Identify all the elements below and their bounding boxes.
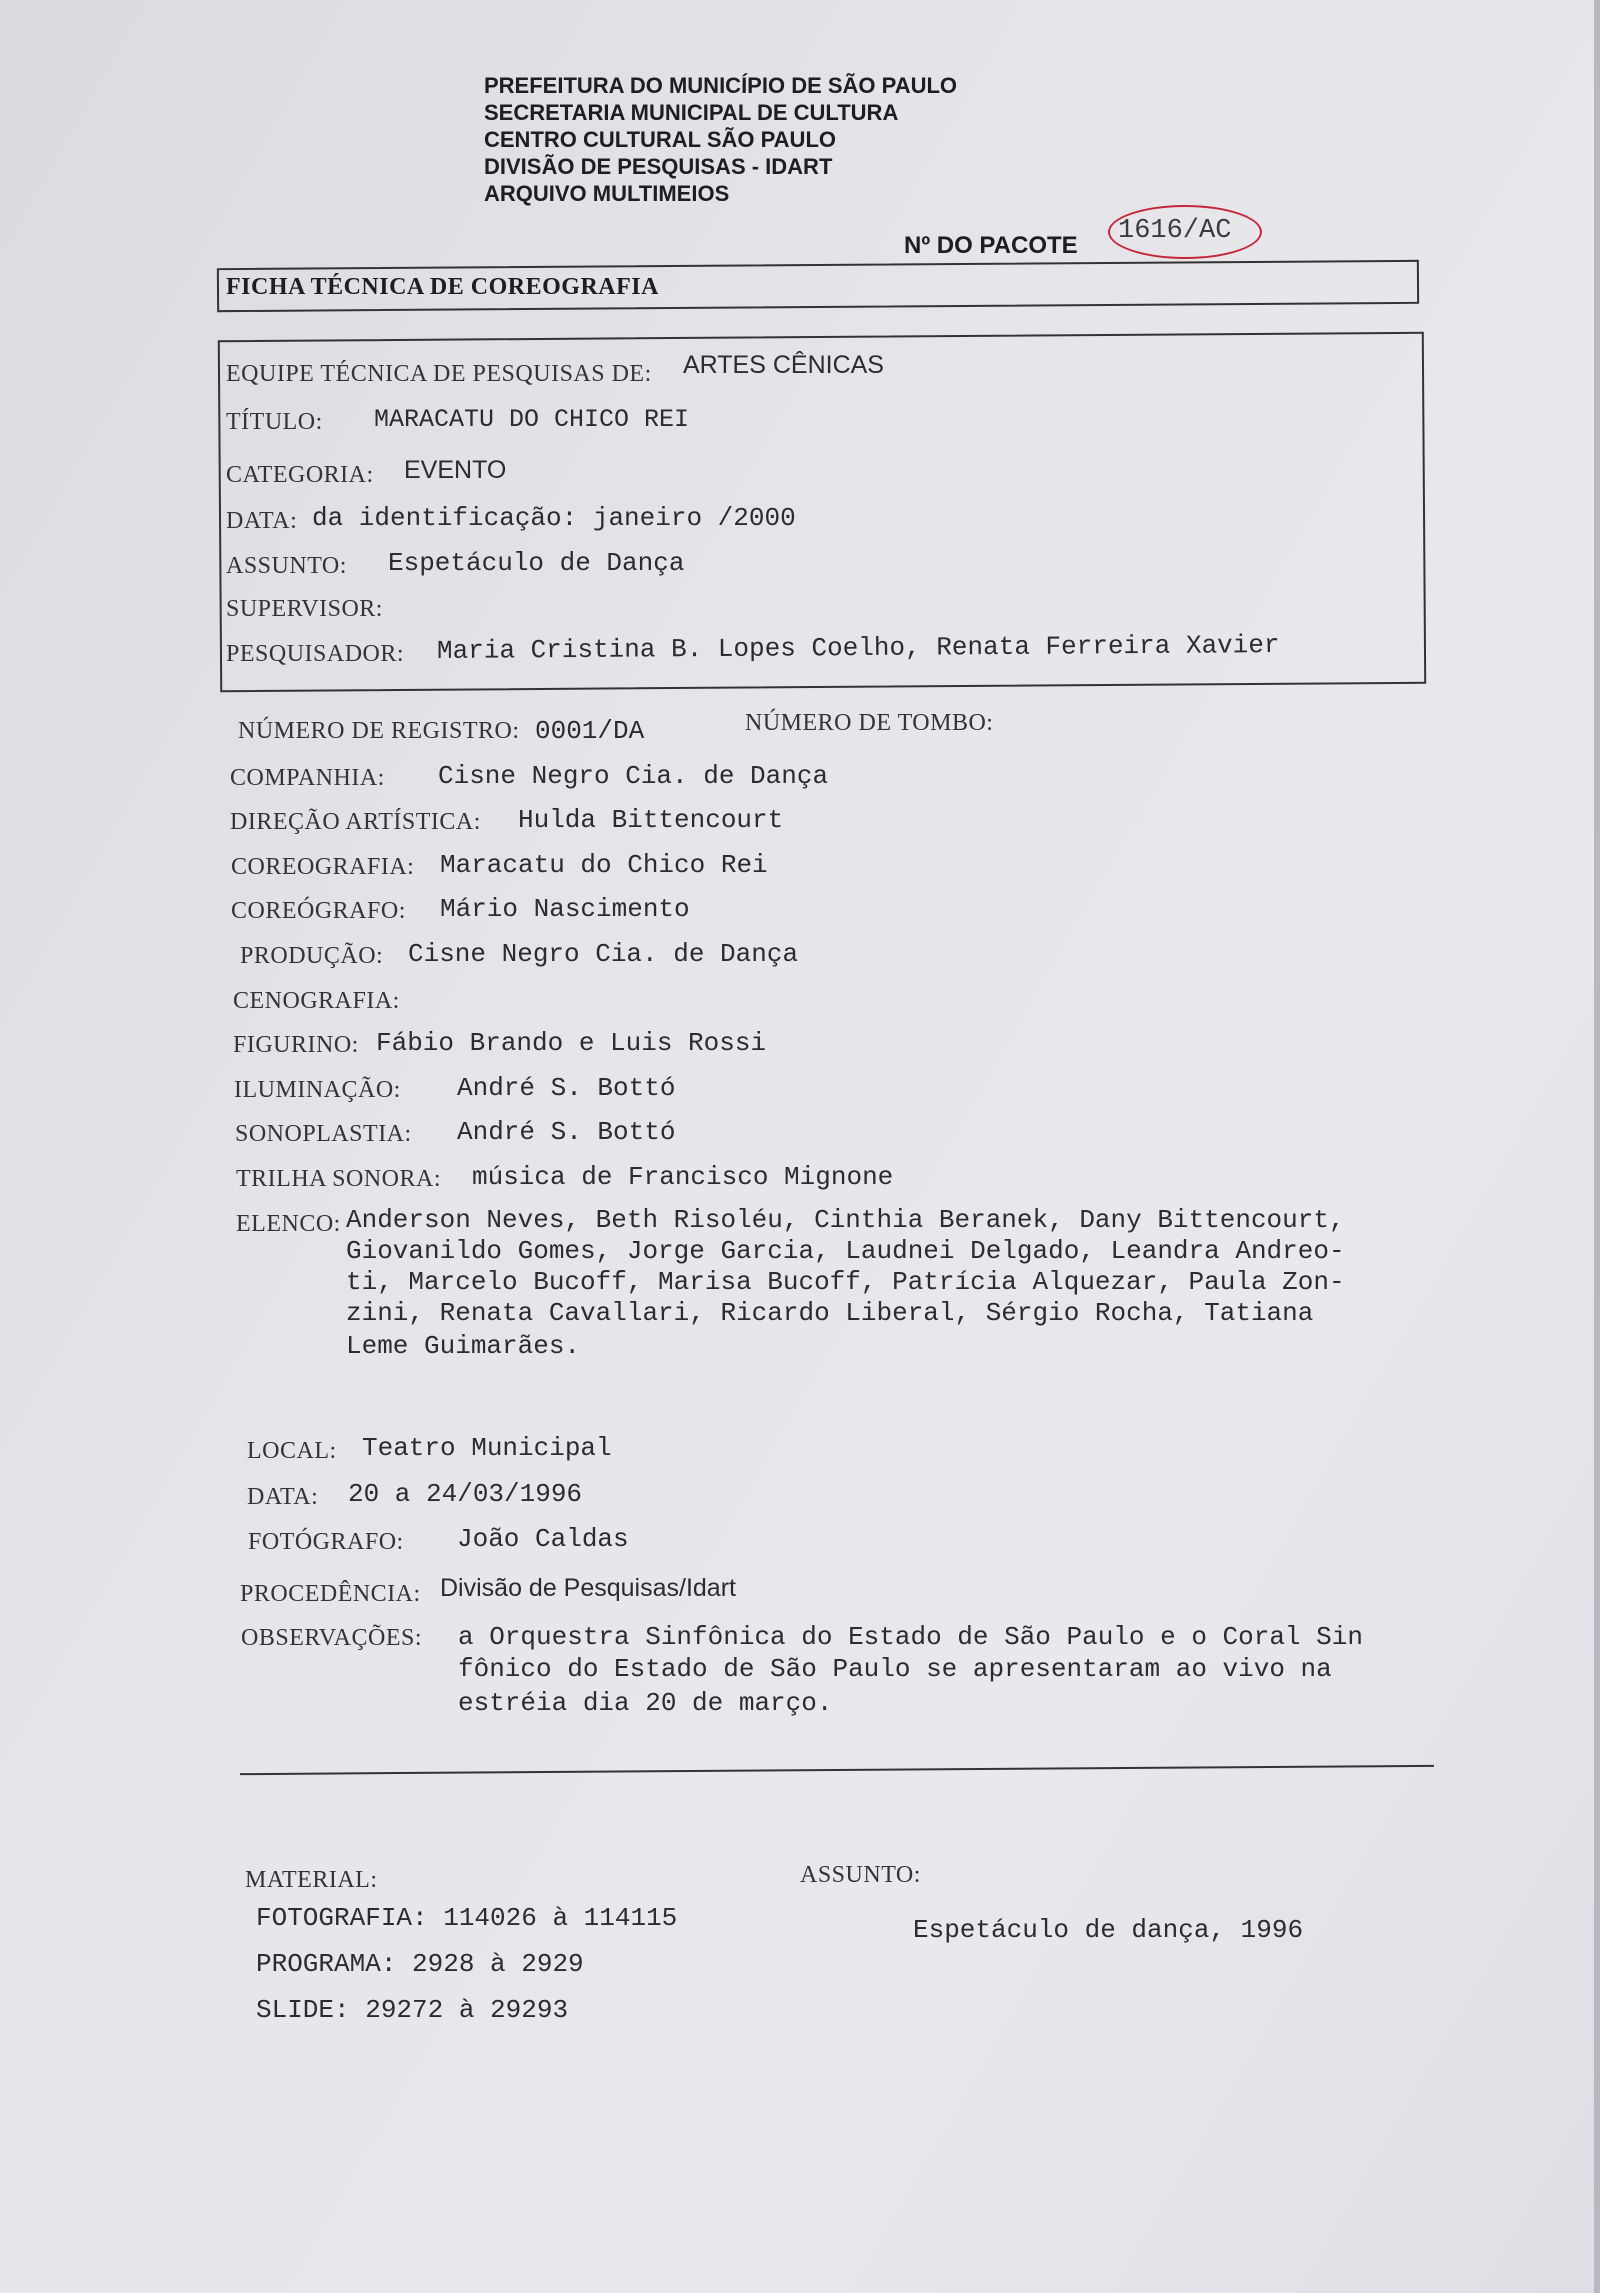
trilha-sonora-value: música de Francisco Mignone — [472, 1162, 894, 1192]
companhia-label: COMPANHIA: — [230, 765, 385, 791]
observacoes-line: a Orquestra Sinfônica do Estado de São Paulo e o Coral Sin — [458, 1622, 1363, 1652]
data-identificacao-label: DATA: — [226, 508, 298, 534]
form-title: FICHA TÉCNICA DE COREOGRAFIA — [226, 274, 659, 300]
coreografia-value: Maracatu do Chico Rei — [440, 850, 768, 880]
cenografia-label: CENOGRAFIA: — [233, 988, 400, 1014]
header-line-2: SECRETARIA MUNICIPAL DE CULTURA — [484, 100, 899, 125]
elenco-line: ti, Marcelo Bucoff, Marisa Bucoff, Patrícia Alquezar, Paula Zon- — [346, 1267, 1345, 1297]
numero-tombo-label: NÚMERO DE TOMBO: — [745, 710, 994, 736]
evento-data-label: DATA: — [247, 1484, 319, 1510]
figurino-label: FIGURINO: — [233, 1032, 359, 1058]
header-line-4: DIVISÃO DE PESQUISAS - IDART — [484, 154, 833, 179]
categoria-value: EVENTO — [404, 456, 507, 484]
companhia-value: Cisne Negro Cia. de Dança — [438, 761, 829, 791]
material-item-programa: PROGRAMA: 2928 à 2929 — [256, 1949, 584, 1979]
fotografo-value: João Caldas — [457, 1524, 629, 1554]
header-line-3: CENTRO CULTURAL SÃO PAULO — [484, 127, 836, 152]
material-assunto-value: Espetáculo de dança, 1996 — [913, 1915, 1304, 1945]
observacoes-line: estréia dia 20 de março. — [458, 1688, 833, 1718]
procedencia-label: PROCEDÊNCIA: — [240, 1581, 421, 1607]
local-label: LOCAL: — [247, 1438, 337, 1464]
equipe-label: EQUIPE TÉCNICA DE PESQUISAS DE: — [226, 361, 652, 387]
pesquisador-value: Maria Cristina B. Lopes Coelho, Renata Ferreira Xavier — [436, 630, 1280, 666]
equipe-value: ARTES CÊNICAS — [683, 351, 884, 379]
procedencia-value: Divisão de Pesquisas/Idart — [440, 1574, 736, 1602]
page-edge-shadow — [1594, 0, 1600, 2293]
titulo-label: TÍTULO: — [226, 409, 323, 435]
sonoplastia-label: SONOPLASTIA: — [235, 1121, 412, 1147]
evento-data-value: 20 a 24/03/1996 — [348, 1479, 583, 1509]
data-identificacao-value: da identificação: janeiro /2000 — [312, 503, 796, 533]
figurino-value: Fábio Brando e Luis Rossi — [376, 1028, 767, 1058]
observacoes-label: OBSERVAÇÕES: — [241, 1625, 423, 1651]
producao-label: PRODUÇÃO: — [240, 943, 384, 969]
pacote-label: Nº DO PACOTE — [904, 232, 1078, 259]
elenco-line: Leme Guimarães. — [346, 1331, 581, 1361]
titulo-value: MARACATU DO CHICO REI — [374, 405, 690, 434]
supervisor-label: SUPERVISOR: — [226, 596, 383, 622]
numero-registro-value: 0001/DA — [535, 716, 645, 746]
assunto-label: ASSUNTO: — [226, 553, 347, 579]
categoria-label: CATEGORIA: — [226, 462, 374, 488]
header-line-1: PREFEITURA DO MUNICÍPIO DE SÃO PAULO — [484, 73, 958, 98]
material-item-slide: SLIDE: 29272 à 29293 — [256, 1995, 569, 2025]
iluminacao-label: ILUMINAÇÃO: — [234, 1077, 401, 1103]
elenco-line: Anderson Neves, Beth Risoléu, Cinthia Beranek, Dany Bittencourt, — [346, 1205, 1345, 1235]
fotografo-label: FOTÓGRAFO: — [248, 1529, 404, 1555]
coreografia-label: COREOGRAFIA: — [231, 854, 415, 880]
material-item-fotografia: FOTOGRAFIA: 114026 à 114115 — [256, 1903, 678, 1933]
coreografo-value: Mário Nascimento — [440, 894, 690, 924]
numero-registro-label: NÚMERO DE REGISTRO: — [238, 718, 520, 744]
assunto-value: Espetáculo de Dança — [388, 548, 685, 578]
direcao-artistica-value: Hulda Bittencourt — [518, 805, 784, 835]
elenco-label: ELENCO: — [236, 1211, 341, 1237]
pesquisador-label: PESQUISADOR: — [226, 641, 405, 667]
material-assunto-label: ASSUNTO: — [800, 1862, 921, 1888]
sonoplastia-value: André S. Bottó — [457, 1117, 676, 1147]
observacoes-line: fônico do Estado de São Paulo se apresentaram ao vivo na — [458, 1654, 1332, 1684]
iluminacao-value: André S. Bottó — [457, 1073, 676, 1103]
coreografo-label: COREÓGRAFO: — [231, 898, 406, 924]
elenco-line: Giovanildo Gomes, Jorge Garcia, Laudnei Delgado, Leandra Andreo- — [346, 1236, 1345, 1266]
header-line-5: ARQUIVO MULTIMEIOS — [484, 181, 730, 206]
local-value: Teatro Municipal — [362, 1433, 612, 1463]
pacote-value: 1616/AC — [1118, 216, 1232, 246]
trilha-sonora-label: TRILHA SONORA: — [236, 1166, 442, 1192]
direcao-artistica-label: DIREÇÃO ARTÍSTICA: — [230, 809, 481, 835]
elenco-line: zini, Renata Cavallari, Ricardo Liberal, Sérgio Rocha, Tatiana — [346, 1298, 1314, 1328]
producao-value: Cisne Negro Cia. de Dança — [408, 939, 799, 969]
material-label: MATERIAL: — [245, 1867, 378, 1893]
